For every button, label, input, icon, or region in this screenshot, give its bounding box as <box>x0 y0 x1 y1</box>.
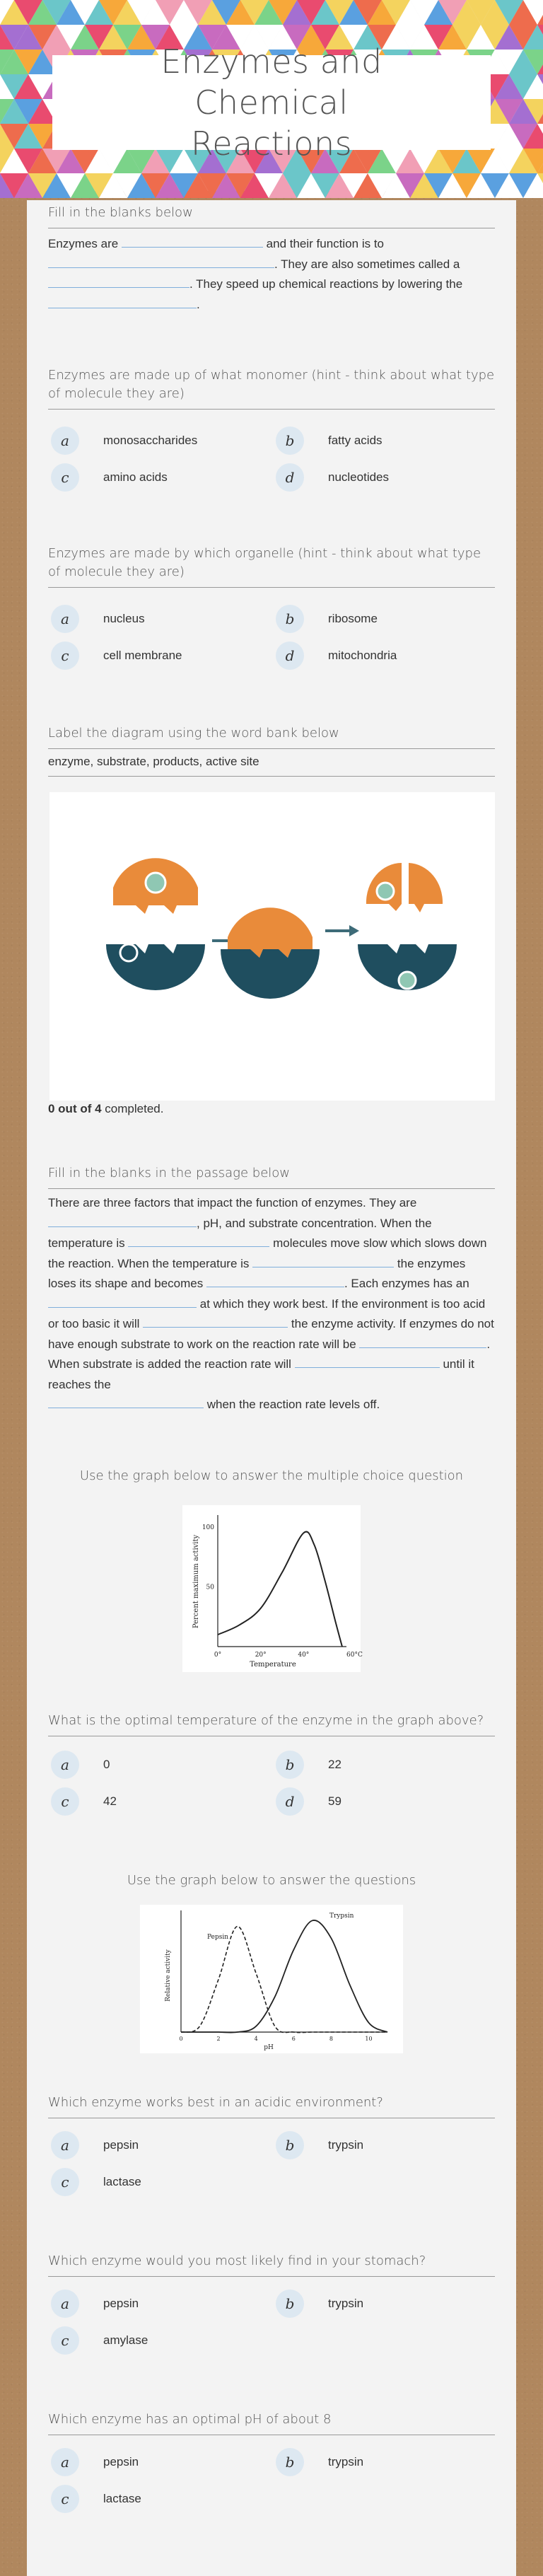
question-9 <box>48 2094 495 2191</box>
word-bank: enzyme, substrate, products, active site <box>48 749 495 777</box>
choice-letter: a <box>51 2448 79 2476</box>
choice-letter: c <box>51 2485 79 2513</box>
choice-letter: b <box>276 2448 304 2476</box>
question-4 <box>48 724 495 777</box>
text-segment: . They speed up chemical reactions by lowering the <box>189 277 463 291</box>
choice-letter: c <box>51 2168 79 2196</box>
y-tick-label: 50 <box>206 1584 214 1591</box>
choice-text: pepsin <box>103 2297 139 2310</box>
question-title: Label the diagram using the word bank below <box>48 724 495 749</box>
choice-letter: b <box>276 1751 304 1779</box>
choice-c[interactable] <box>51 2483 141 2514</box>
choice-a[interactable] <box>51 2130 139 2161</box>
text-segment: the enzymes loses its shape and becomes <box>48 1256 466 1290</box>
blank-input[interactable] <box>128 1234 269 1247</box>
product-site <box>377 883 394 900</box>
page-title <box>52 42 491 163</box>
x-tick-label: 20° <box>255 1652 267 1659</box>
choice-letter: b <box>276 2290 304 2318</box>
question-10 <box>48 2252 495 2349</box>
x-tick-label: 6 <box>291 2036 296 2042</box>
question-3 <box>48 545 495 664</box>
y-axis-label: Relative activity <box>165 1949 172 2002</box>
choice-b[interactable] <box>276 2288 363 2319</box>
choice-c[interactable] <box>51 1786 117 1817</box>
x-axis-label: pH <box>264 2044 274 2051</box>
choice-letter: d <box>276 642 304 670</box>
choice-a[interactable] <box>51 603 145 634</box>
choice-text: 0 <box>103 1758 110 1771</box>
question-title: Which enzyme would you most likely find in your stomach? <box>48 2252 495 2277</box>
ph-graph-svg <box>140 1905 403 2053</box>
completion-status <box>48 1102 163 1116</box>
choice-c[interactable] <box>51 462 168 493</box>
text-segment: when the reaction rate levels off. <box>206 1398 380 1411</box>
choice-c[interactable] <box>51 640 182 671</box>
stage-3 <box>358 863 457 990</box>
blank-input[interactable] <box>48 1214 197 1227</box>
choice-letter: a <box>51 2290 79 2318</box>
choice-letter: a <box>51 1751 79 1779</box>
blank-input[interactable] <box>359 1335 486 1348</box>
text-segment: at which they work best. If the environment is too acid or too basic it will <box>48 1296 486 1330</box>
blank-input[interactable] <box>48 255 274 268</box>
choice-d[interactable] <box>276 640 397 671</box>
enzyme-diagram-svg <box>49 792 495 1101</box>
arrowhead-2 <box>349 925 359 936</box>
x-tick-label: 60°C <box>346 1652 363 1659</box>
choice-text: 42 <box>103 1794 117 1808</box>
header-banner <box>0 0 543 191</box>
text-segment: , pH, and substrate concentration. When the temperature is <box>48 1216 432 1250</box>
x-tick-label: 0° <box>214 1652 222 1659</box>
choice-letter: c <box>51 463 79 492</box>
question-2 <box>48 366 495 486</box>
choice-b[interactable] <box>276 425 383 456</box>
choice-text: trypsin <box>328 2138 364 2152</box>
substrate-site <box>146 873 165 893</box>
question-5 <box>48 1164 495 1415</box>
product-shape <box>409 863 443 912</box>
blank-input[interactable] <box>48 1395 204 1408</box>
choice-text: 59 <box>328 1794 341 1808</box>
choice-text: amylase <box>103 2333 148 2347</box>
choice-text: nucleus <box>103 612 145 625</box>
choice-text: monosaccharides <box>103 434 198 447</box>
choice-letter: c <box>51 2326 79 2355</box>
choice-text: fatty acids <box>328 434 383 447</box>
completed-suffix: completed. <box>105 1102 164 1115</box>
question-5-text <box>48 1193 495 1415</box>
blank-input[interactable] <box>48 1294 197 1308</box>
page-title-text: Enzymes and Chemical Reactions <box>160 42 383 163</box>
text-segment: the enzyme activity. If enzymes do not have enough substrate to work on the reaction rate will be <box>48 1317 494 1351</box>
text-segment: molecules move slow which slows down the reaction. When the temperature is <box>48 1236 487 1270</box>
choice-text: pepsin <box>103 2138 139 2152</box>
ph-graph <box>140 1905 403 2053</box>
choice-b[interactable] <box>276 1749 341 1780</box>
choice-a[interactable] <box>51 2447 139 2478</box>
trypsin-label: Trypsin <box>329 1913 354 1920</box>
choice-letter: d <box>276 463 304 492</box>
choice-letter: b <box>276 427 304 455</box>
text-segment: . When substrate is added the reaction rate will <box>48 1337 491 1371</box>
text-segment: . Each enzymes has an <box>344 1277 469 1290</box>
active-site <box>399 972 416 989</box>
x-tick-label: 2 <box>216 2036 221 2042</box>
choice-c[interactable] <box>51 2166 141 2198</box>
question-title: What is the optimal temperature of the enzyme in the graph above? <box>48 1712 495 1736</box>
choice-text: 22 <box>328 1758 341 1771</box>
choice-text: lactase <box>103 2175 141 2188</box>
choice-letter: b <box>276 2131 304 2159</box>
text-segment: Enzymes are <box>48 237 119 250</box>
choice-text: mitochondria <box>328 649 397 662</box>
text-segment: until it reaches the <box>48 1357 474 1391</box>
text-segment: . They are also sometimes called a <box>274 257 460 271</box>
choice-letter: c <box>51 642 79 670</box>
choice-text: lactase <box>103 2492 141 2505</box>
completed-count: 0 out of 4 <box>48 1102 102 1115</box>
blank-input[interactable] <box>143 1314 288 1328</box>
question-8 <box>48 1872 495 1896</box>
temperature-graph-svg <box>182 1505 361 1672</box>
stage-2 <box>221 907 320 999</box>
enzyme-shape <box>221 949 320 999</box>
question-title: Use the graph below to answer the multiple choice question <box>79 1468 464 1483</box>
blank-input[interactable] <box>122 234 263 248</box>
choice-letter: a <box>51 605 79 633</box>
x-axis-label: Temperature <box>250 1661 296 1669</box>
activity-curve <box>218 1532 342 1647</box>
blank-input[interactable] <box>48 295 197 308</box>
choice-letter: b <box>276 605 304 633</box>
x-tick-label: 0 <box>179 2036 183 2042</box>
pepsin-label: Pepsin <box>207 1934 229 1941</box>
question-1-text <box>48 234 495 315</box>
choice-letter: c <box>51 1787 79 1816</box>
question-title: Which enzyme works best in an acidic environment? <box>48 2094 495 2118</box>
x-tick-label: 40° <box>298 1652 310 1659</box>
question-6 <box>48 1467 495 1491</box>
choice-text: trypsin <box>328 2297 364 2310</box>
choice-letter: d <box>276 1787 304 1816</box>
blank-input[interactable] <box>252 1254 394 1267</box>
choice-letter: a <box>51 427 79 455</box>
choice-b[interactable] <box>276 603 378 634</box>
enzyme-diagram <box>49 792 495 1101</box>
blank-input[interactable] <box>295 1354 440 1368</box>
pepsin-curve <box>181 1927 387 2033</box>
x-tick-label: 10 <box>365 2036 373 2042</box>
choice-letter: a <box>51 2131 79 2159</box>
blank-input[interactable] <box>48 274 189 288</box>
choice-text: pepsin <box>103 2455 139 2468</box>
question-11 <box>48 2410 495 2507</box>
blank-input[interactable] <box>206 1274 344 1287</box>
choice-a[interactable] <box>51 425 197 456</box>
question-title: Use the graph below to answer the questions <box>127 1873 416 1888</box>
choice-text: nucleotides <box>328 470 390 484</box>
choice-a[interactable] <box>51 2288 139 2319</box>
question-title: Enzymes are made by which organelle (hint - think about what type of molecule they are) <box>48 545 495 588</box>
choice-text: cell membrane <box>103 649 182 662</box>
choice-b[interactable] <box>276 2447 363 2478</box>
choice-c[interactable] <box>51 2325 148 2356</box>
choice-d[interactable] <box>276 1786 341 1817</box>
choice-b[interactable] <box>276 2130 363 2161</box>
x-tick-label: 8 <box>329 2036 333 2042</box>
text-segment: There are three factors that impact the function of enzymes. They are <box>48 1196 417 1209</box>
question-title: Fill in the blanks in the passage below <box>48 1164 495 1189</box>
y-axis-label: Percent maximum activity <box>192 1534 200 1629</box>
x-tick-label: 4 <box>254 2036 258 2042</box>
choice-text: trypsin <box>328 2455 364 2468</box>
choice-d[interactable] <box>276 462 389 493</box>
stage-1 <box>106 858 205 990</box>
question-title: Which enzyme has an optimal pH of about 8 <box>48 2410 495 2435</box>
choice-text: ribosome <box>328 612 378 625</box>
text-segment: and their function is to <box>266 237 384 250</box>
question-title: Enzymes are made up of what monomer (hint - think about what type of molecule they are) <box>48 366 495 410</box>
temperature-graph <box>182 1505 361 1672</box>
choice-text: amino acids <box>103 470 168 484</box>
question-title: Fill in the blanks below <box>48 204 495 228</box>
question-1 <box>48 204 495 315</box>
question-7 <box>48 1712 495 1810</box>
text-segment: . <box>197 297 200 311</box>
y-tick-label: 100 <box>202 1524 214 1531</box>
choice-a[interactable] <box>51 1749 110 1780</box>
